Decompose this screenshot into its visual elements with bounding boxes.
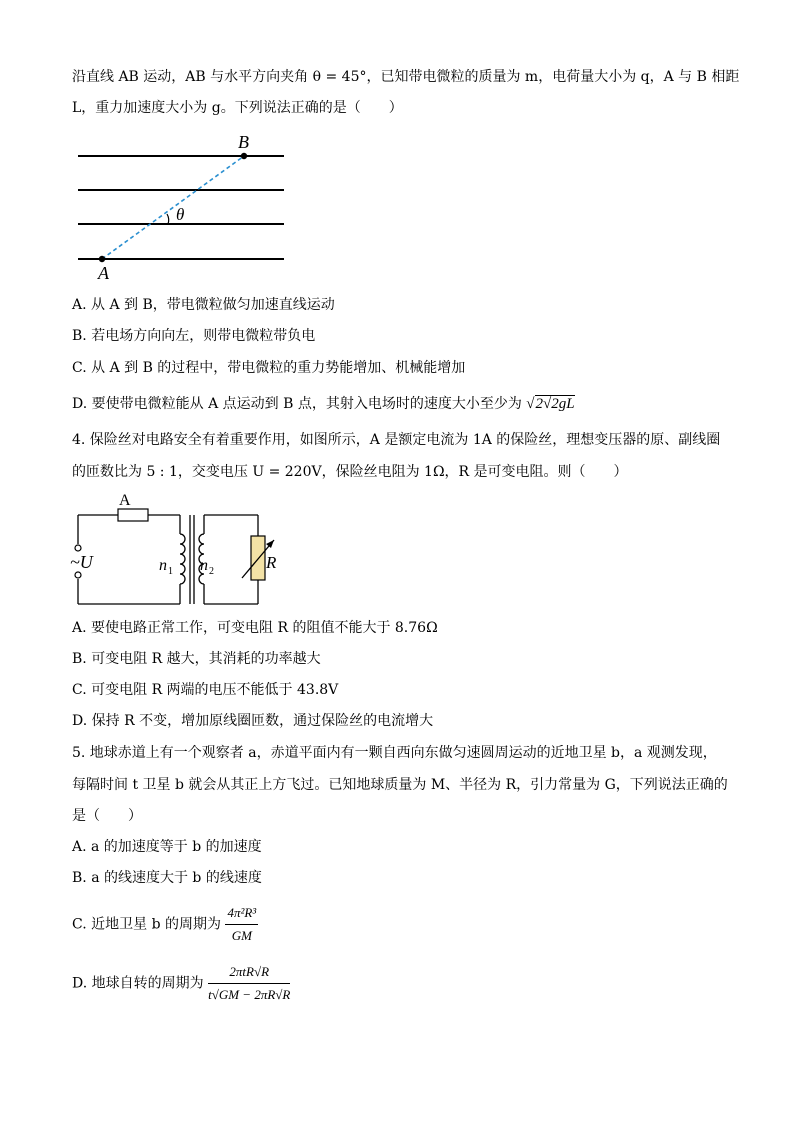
q5-option-c-denominator: GM	[231, 928, 252, 943]
q4-transformer-circuit	[68, 490, 298, 610]
label-R: R	[266, 553, 277, 572]
q5-option-d-text: D. 地球自转的周期为	[72, 975, 204, 992]
label-n2-sub: 2	[209, 566, 214, 577]
q5-option-c-text: C. 近地卫星 b 的周期为	[72, 916, 221, 933]
label-A: A	[98, 263, 109, 283]
q5-option-c-numerator: 4π²R³	[225, 903, 258, 925]
label-B: B	[238, 132, 249, 152]
q5-option-d-fraction	[208, 962, 290, 1005]
q5-option-a: A. a 的加速度等于 b 的加速度	[72, 839, 262, 855]
fuse-symbol	[118, 509, 148, 521]
q3-option-c: C. 从 A 到 B 的过程中，带电微粒的重力势能增加、机械能增加	[72, 360, 466, 376]
q3-stem-line2: L，重力加速度大小为 g。下列说法正确的是（ ）	[72, 100, 403, 116]
primary-coil	[180, 534, 185, 584]
q5-option-b: B. a 的线速度大于 b 的线速度	[72, 870, 262, 886]
q5-stem-line2: 每隔时间 t 卫星 b 就会从其正上方飞过。已知地球质量为 M、半径为 R，引力常量为 G，下列说法正确的	[72, 777, 728, 793]
q3-option-d	[72, 395, 575, 413]
q5-stem-line3: 是（ ）	[72, 808, 142, 824]
angle-arc	[167, 214, 169, 224]
point-A	[99, 256, 105, 262]
q5-option-c	[72, 903, 258, 946]
q4-option-b: B. 可变电阻 R 越大，其消耗的功率越大	[72, 651, 321, 667]
label-U: ~U	[70, 552, 93, 572]
q3-option-d-formula: √2√2gL	[526, 396, 575, 412]
q4-option-a: A. 要使电路正常工作，可变电阻 R 的阻值不能大于 8.76Ω	[72, 620, 438, 636]
label-n1: n	[159, 557, 167, 574]
point-B	[241, 153, 247, 159]
input-terminal-bottom	[75, 572, 81, 578]
label-n2: n	[200, 557, 208, 574]
label-n1-sub: 1	[168, 566, 173, 577]
q5-stem-line1: 5. 地球赤道上有一个观察者 a，赤道平面内有一颗自西向东做匀速圆周运动的近地卫星 b，a 观测发现，	[72, 745, 717, 761]
q4-stem-line2: 的匝数比为 5 : 1，交变电压 U = 220V，保险丝电阻为 1Ω，R 是可变电阻。则（ ）	[72, 464, 628, 480]
q4-stem-line1: 4. 保险丝对电路安全有着重要作用，如图所示，A 是额定电流为 1A 的保险丝，理想变压器的原、副线圈	[72, 432, 721, 448]
q5-option-d-numerator: 2πtR√R	[208, 962, 290, 984]
q5-option-d	[72, 962, 290, 1005]
q5-option-d-denominator: t√GM − 2πR√R	[208, 987, 291, 1002]
path-AB	[102, 156, 244, 259]
q4-option-c: C. 可变电阻 R 两端的电压不能低于 43.8V	[72, 682, 339, 698]
q3-stem-line1: 沿直线 AB 运动，AB 与水平方向夹角 θ = 45°，已知带电微粒的质量为 m，电荷量大小为 q，A 与 B 相距	[72, 69, 740, 85]
q3-option-d-text: D. 要使带电微粒能从 A 点运动到 B 点，其射入电场时的速度大小至少为	[72, 396, 522, 412]
label-theta: θ	[176, 205, 185, 224]
label-fuse: A	[119, 492, 131, 509]
q5-option-c-fraction	[225, 903, 258, 946]
q4-option-d: D. 保持 R 不变，增加原线圈匝数，通过保险丝的电流增大	[72, 713, 434, 729]
q3-option-a: A. 从 A 到 B，带电微粒做匀加速直线运动	[72, 297, 335, 313]
input-terminal-top	[75, 545, 81, 551]
q3-option-b: B. 若电场方向向左，则带电微粒带负电	[72, 328, 316, 344]
q3-field-diagram	[70, 128, 300, 284]
